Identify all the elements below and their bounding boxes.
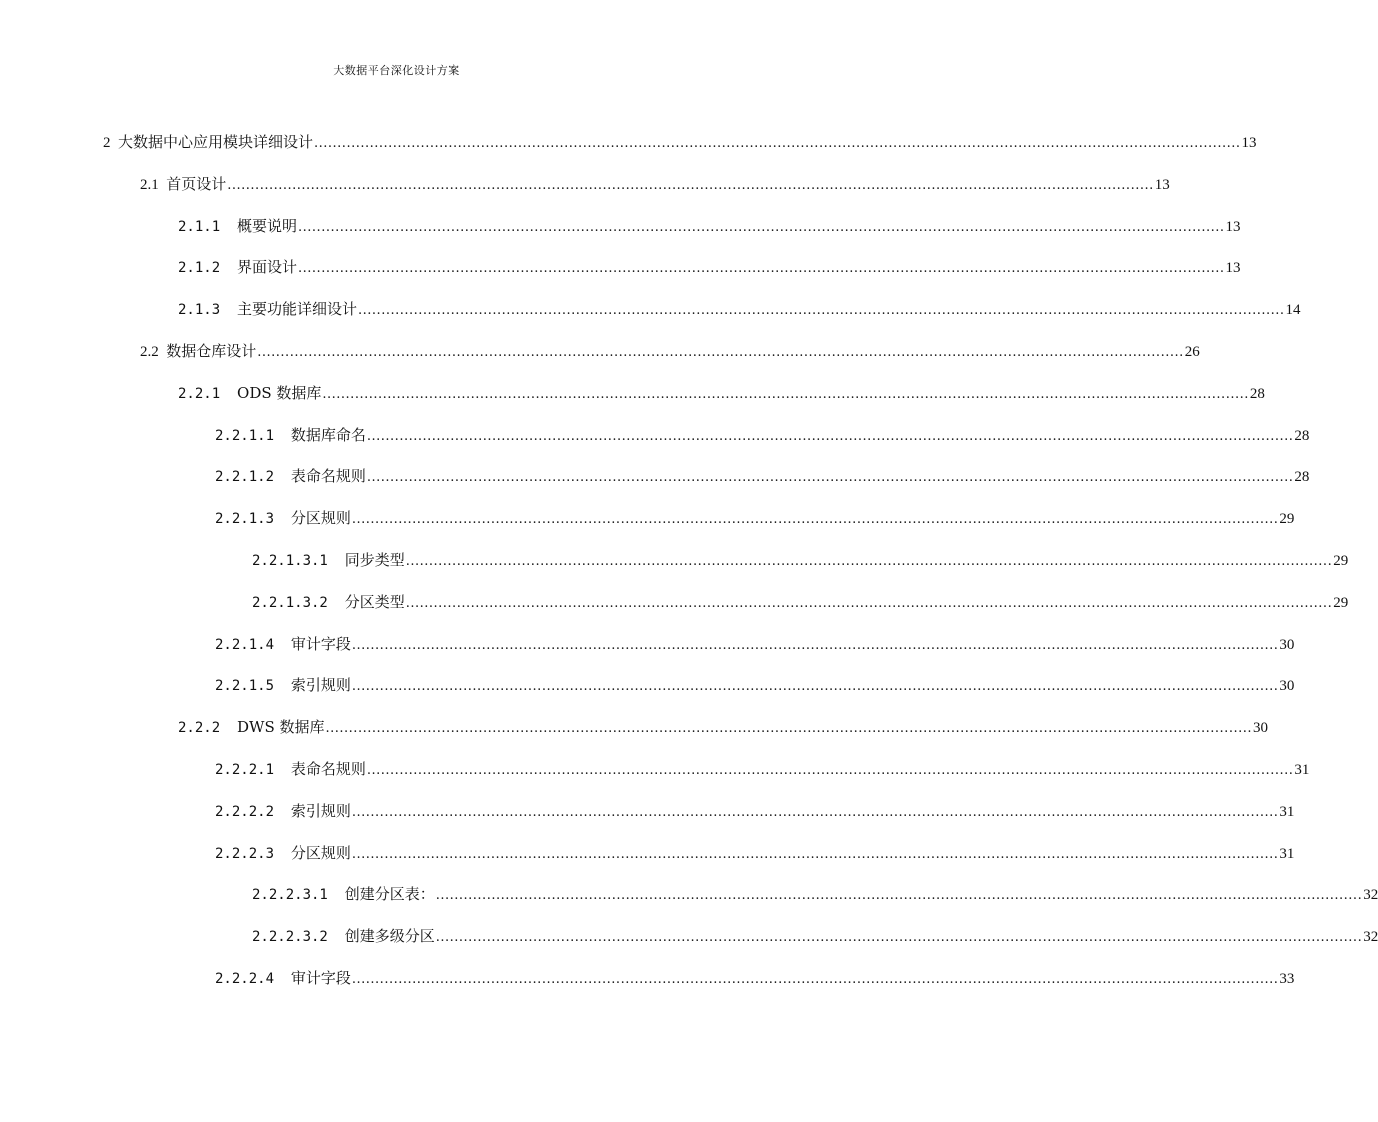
toc-leader-dots: ........................................................................................................................................................................................................ — [405, 554, 1333, 569]
toc-entry-title: 表命名规则 — [290, 467, 366, 485]
toc-entry[interactable] — [215, 507, 1295, 529]
toc-entry[interactable] — [215, 967, 1295, 989]
toc-entry-title: 分区规则 — [290, 509, 351, 527]
toc-entry-page: 13 — [1225, 219, 1241, 235]
toc-entry[interactable] — [252, 549, 1349, 571]
toc-entry[interactable] — [178, 215, 1241, 237]
toc-entry[interactable] — [178, 716, 1268, 738]
toc-entry[interactable] — [178, 298, 1301, 320]
toc-entry[interactable] — [103, 131, 1257, 153]
toc-leader-dots: ........................................................................................................................................................................................................ — [366, 429, 1294, 444]
toc-entry[interactable] — [215, 674, 1295, 696]
toc-entry-page: 26 — [1184, 344, 1200, 360]
toc-entry-number: 2.2.1.1 — [215, 428, 275, 444]
toc-entry-title: 创建多级分区 — [344, 927, 435, 945]
toc-leader-dots: ........................................................................................................................................................................................................ — [322, 387, 1249, 402]
toc-leader-dots: ........................................................................................................................................................................................................ — [366, 470, 1294, 485]
toc-leader-dots: ........................................................................................................................................................................................................ — [351, 512, 1279, 527]
toc-leader-dots: ........................................................................................................................................................................................................ — [257, 345, 1184, 360]
toc-entry-page: 13 — [1241, 135, 1257, 151]
toc-entry[interactable] — [215, 842, 1295, 864]
toc-entry-title: 审计字段 — [290, 635, 351, 653]
toc-leader-dots: ........................................................................................................................................................................................................ — [351, 847, 1279, 862]
toc-leader-dots: ........................................................................................................................................................................................................ — [227, 178, 1154, 193]
toc-entry-title: DWS 数据库 — [237, 718, 325, 736]
toc-entry-page: 14 — [1285, 302, 1301, 318]
toc-entry-page: 32 — [1363, 887, 1378, 903]
toc-entry-number: 2 — [103, 135, 111, 151]
toc-entry-page: 28 — [1294, 428, 1310, 444]
toc-entry-title: 概要说明 — [237, 217, 298, 235]
toc-entry-page: 29 — [1333, 553, 1349, 569]
toc-entry-number: 2.2.2.3.1 — [252, 887, 328, 903]
toc-entry[interactable] — [252, 925, 1378, 947]
toc-entry-number: 2.2.2 — [178, 720, 221, 736]
toc-entry[interactable] — [252, 883, 1378, 905]
toc-leader-dots: ........................................................................................................................................................................................................ — [325, 721, 1252, 736]
toc-leader-dots: ........................................................................................................................................................................................................ — [351, 805, 1279, 820]
toc-entry-page: 32 — [1363, 929, 1378, 945]
toc-entry-title: ODS 数据库 — [237, 384, 322, 402]
toc-entry-number: 2.1.3 — [178, 302, 221, 318]
toc-entry-number: 2.1.1 — [178, 219, 221, 235]
toc-entry-title: 审计字段 — [290, 969, 351, 987]
toc-entry-page: 30 — [1252, 720, 1268, 736]
toc-entry[interactable] — [215, 465, 1310, 487]
toc-entry[interactable] — [215, 633, 1295, 655]
toc-entry[interactable] — [178, 382, 1265, 404]
toc-entry-number: 2.2 — [140, 344, 159, 360]
running-header: 大数据平台深化设计方案 — [333, 64, 460, 77]
toc-entry-page: 30 — [1279, 678, 1295, 694]
toc-leader-dots: ........................................................................................................................................................................................................ — [351, 679, 1279, 694]
toc-entry-title: 表命名规则 — [290, 760, 366, 778]
toc-leader-dots: ........................................................................................................................................................................................................ — [351, 638, 1279, 653]
toc-entry[interactable] — [178, 256, 1241, 278]
toc-entry-number: 2.2.1.3 — [215, 511, 275, 527]
toc-entry-number: 2.1.2 — [178, 260, 221, 276]
toc-entry-title: 数据仓库设计 — [166, 342, 257, 360]
toc-entry-page: 31 — [1279, 804, 1295, 820]
toc-entry-page: 30 — [1279, 637, 1295, 653]
toc-entry-number: 2.2.2.1 — [215, 762, 275, 778]
toc-entry-title: 主要功能详细设计 — [237, 300, 358, 318]
toc-entry-title: 数据库命名 — [290, 426, 366, 444]
toc-leader-dots: ........................................................................................................................................................................................................ — [405, 596, 1333, 611]
toc-entry-page: 29 — [1279, 511, 1295, 527]
toc-entry[interactable] — [140, 173, 1170, 195]
toc-entry-number: 2.2.1.2 — [215, 469, 275, 485]
toc-entry-page: 33 — [1279, 971, 1295, 987]
toc-entry-number: 2.1 — [140, 177, 159, 193]
toc-leader-dots: ........................................................................................................................................................................................................ — [366, 763, 1294, 778]
toc-entry[interactable] — [215, 758, 1310, 780]
toc-leader-dots: ........................................................................................................................................................................................................ — [351, 972, 1279, 987]
toc-entry-number: 2.2.2.3 — [215, 846, 275, 862]
toc-entry-number: 2.2.2.3.2 — [252, 929, 328, 945]
toc-entry[interactable] — [140, 340, 1200, 362]
toc-entry-page: 31 — [1294, 762, 1310, 778]
toc-entry-title: 同步类型 — [344, 551, 405, 569]
toc-entry[interactable] — [215, 800, 1295, 822]
toc-entry-number: 2.2.1.5 — [215, 678, 275, 694]
toc-entry-number: 2.2.1.3.2 — [252, 595, 328, 611]
toc-entry-number: 2.2.2.4 — [215, 971, 275, 987]
toc-leader-dots: ........................................................................................................................................................................................................ — [314, 136, 1241, 151]
toc-leader-dots: ........................................................................................................................................................................................................ — [298, 220, 1225, 235]
toc-entry-title: 创建分区表： — [344, 885, 435, 903]
toc-entry-title: 索引规则 — [290, 802, 351, 820]
toc-entry-page: 13 — [1154, 177, 1170, 193]
toc-leader-dots: ........................................................................................................................................................................................................ — [435, 930, 1363, 945]
toc-entry-number: 2.2.1 — [178, 386, 221, 402]
toc-entry-title: 大数据中心应用模块详细设计 — [118, 133, 314, 151]
toc-entry[interactable] — [215, 424, 1310, 446]
toc-entry-title: 分区规则 — [290, 844, 351, 862]
toc-entry-number: 2.2.2.2 — [215, 804, 275, 820]
toc-entry-title: 索引规则 — [290, 676, 351, 694]
toc-entry-page: 29 — [1333, 595, 1349, 611]
toc-entry-page: 31 — [1279, 846, 1295, 862]
toc-entry-page: 13 — [1225, 260, 1241, 276]
toc-entry[interactable] — [252, 591, 1349, 613]
toc-entry-title: 首页设计 — [166, 175, 227, 193]
toc-entry-title: 界面设计 — [237, 258, 298, 276]
toc-leader-dots: ........................................................................................................................................................................................................ — [358, 303, 1285, 318]
toc-leader-dots: ........................................................................................................................................................................................................ — [298, 261, 1225, 276]
toc-entry-number: 2.2.1.3.1 — [252, 553, 328, 569]
toc-entry-page: 28 — [1249, 386, 1265, 402]
toc-leader-dots: ........................................................................................................................................................................................................ — [435, 888, 1363, 903]
toc-entry-title: 分区类型 — [344, 593, 405, 611]
toc-entry-number: 2.2.1.4 — [215, 637, 275, 653]
toc-entry-page: 28 — [1294, 469, 1310, 485]
